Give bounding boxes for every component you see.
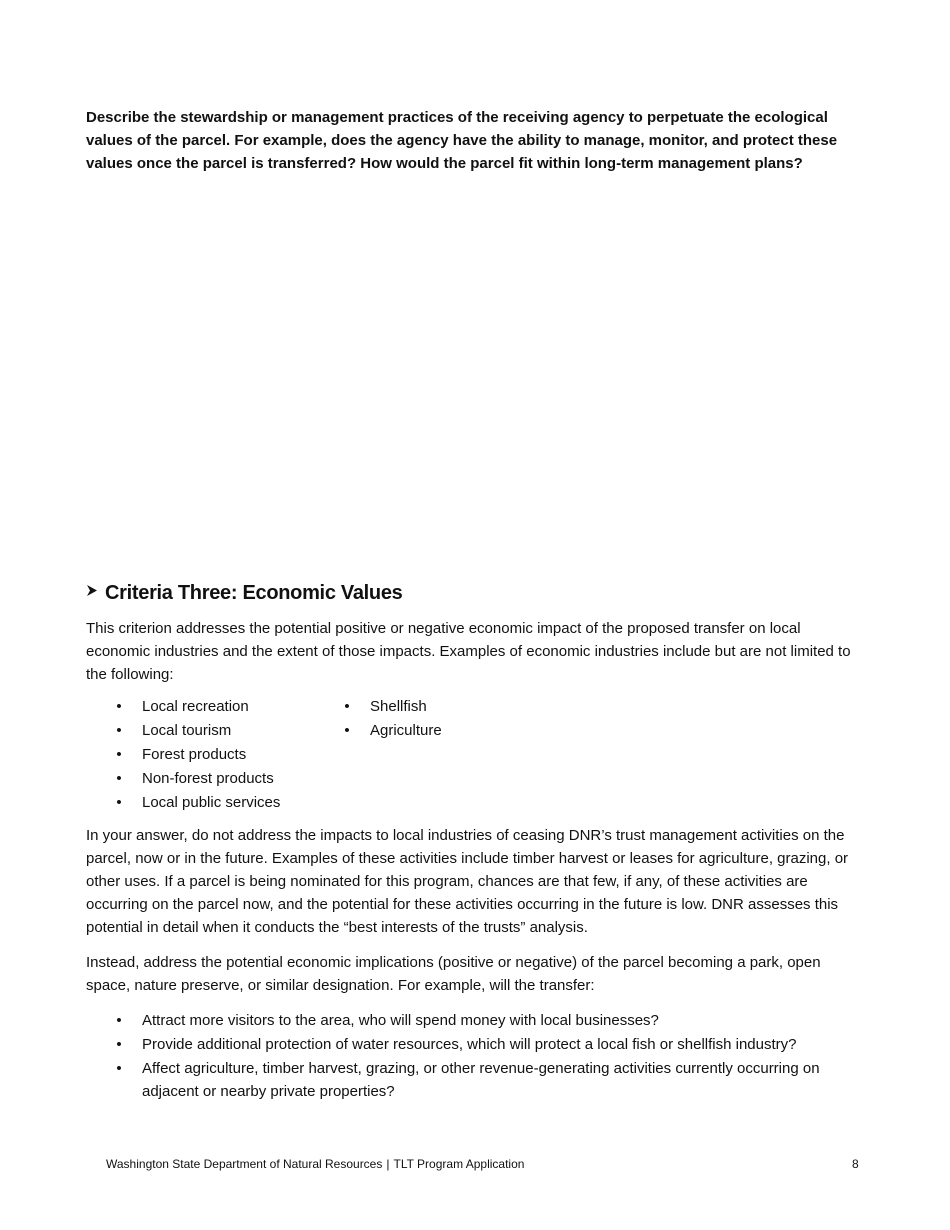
- bullet-icon: •: [116, 1036, 122, 1053]
- list-item: [114, 1009, 866, 1032]
- list-item: [342, 719, 562, 743]
- list-item-text: Local recreation: [142, 698, 249, 715]
- list-item: [114, 1057, 866, 1103]
- page-number: 8: [852, 1157, 859, 1171]
- arrow-right-icon: [86, 578, 100, 608]
- list-item: [114, 791, 334, 815]
- list-item-text: Forest products: [142, 746, 247, 763]
- bullet-icon: •: [344, 698, 350, 715]
- answer-area[interactable]: [86, 185, 864, 565]
- criterion-intro-paragraph: This criterion addresses the potential positive or negative economic impact of the proposed transfer on local economic industries and the extent of those impacts. Examples of economic industries include but are not limited to the following:: [86, 620, 851, 683]
- economic-implications-paragraph: Instead, address the potential economic implications (positive or negative) of the parcel becoming a park, open space, nature preserve, or similar designation. For example, will the transfer:: [86, 954, 821, 994]
- list-item-text: Local tourism: [142, 722, 232, 739]
- bullet-icon: •: [116, 770, 122, 787]
- bullet-icon: •: [116, 1012, 122, 1029]
- footer-org: Washington State Department of Natural Resources: [106, 1157, 383, 1171]
- bullet-icon: •: [116, 698, 122, 715]
- question-prompt: Describe the stewardship or management practices of the receiving agency to perpetuate the ecological values of the parcel. For example, does the agency have the ability to manage, monitor, and protect these values once the parcel is transferred? How would the parcel fit within long-term management plans?: [86, 109, 838, 172]
- section-heading: [86, 578, 402, 608]
- list-item-text: Provide additional protection of water resources, which will protect a local fish or shellfish industry?: [142, 1036, 797, 1053]
- list-item-text: Shellfish: [370, 698, 427, 715]
- list-item: [114, 1033, 866, 1056]
- section-heading-text: Criteria Three: Economic Values: [105, 582, 403, 604]
- transfer-questions-list: [114, 1009, 866, 1104]
- list-item: [114, 767, 334, 791]
- bullet-icon: •: [116, 746, 122, 763]
- list-item: [114, 719, 334, 743]
- dnr-activities-paragraph: In your answer, do not address the impacts to local industries of ceasing DNR’s trust management activities on the parcel, now or in the future. Examples of these activities include timber harvest or leases for agriculture, grazing, or other uses. If a parcel is being nominated for this program, chances are that few, if any, of these activities are occurring on the parcel now, and the potential for these activities occurring in the future is low. DNR assesses this potential in detail when it conducts the “best interests of the trusts” analysis.: [86, 827, 849, 936]
- list-item-text: Agriculture: [370, 722, 442, 739]
- bullet-icon: •: [344, 722, 350, 739]
- bullet-icon: •: [116, 722, 122, 739]
- list-item-text: Affect agriculture, timber harvest, grazing, or other revenue-generating activities currently occurring on adjacent or nearby private properties?: [142, 1060, 820, 1100]
- list-item-text: Local public services: [142, 794, 281, 811]
- list-item: [342, 695, 562, 719]
- bullet-icon: •: [116, 1060, 122, 1077]
- industries-list-column-1: [114, 695, 334, 815]
- list-item-text: Attract more visitors to the area, who will spend money with local businesses?: [142, 1012, 659, 1029]
- footer-separator: |: [386, 1157, 390, 1171]
- bullet-icon: •: [116, 794, 122, 811]
- footer: [106, 1155, 524, 1173]
- list-item-text: Non-forest products: [142, 770, 274, 787]
- list-item: [114, 695, 334, 719]
- list-item: [114, 743, 334, 767]
- industries-list-column-2: [342, 695, 562, 743]
- footer-doc-title: TLT Program Application: [393, 1157, 525, 1171]
